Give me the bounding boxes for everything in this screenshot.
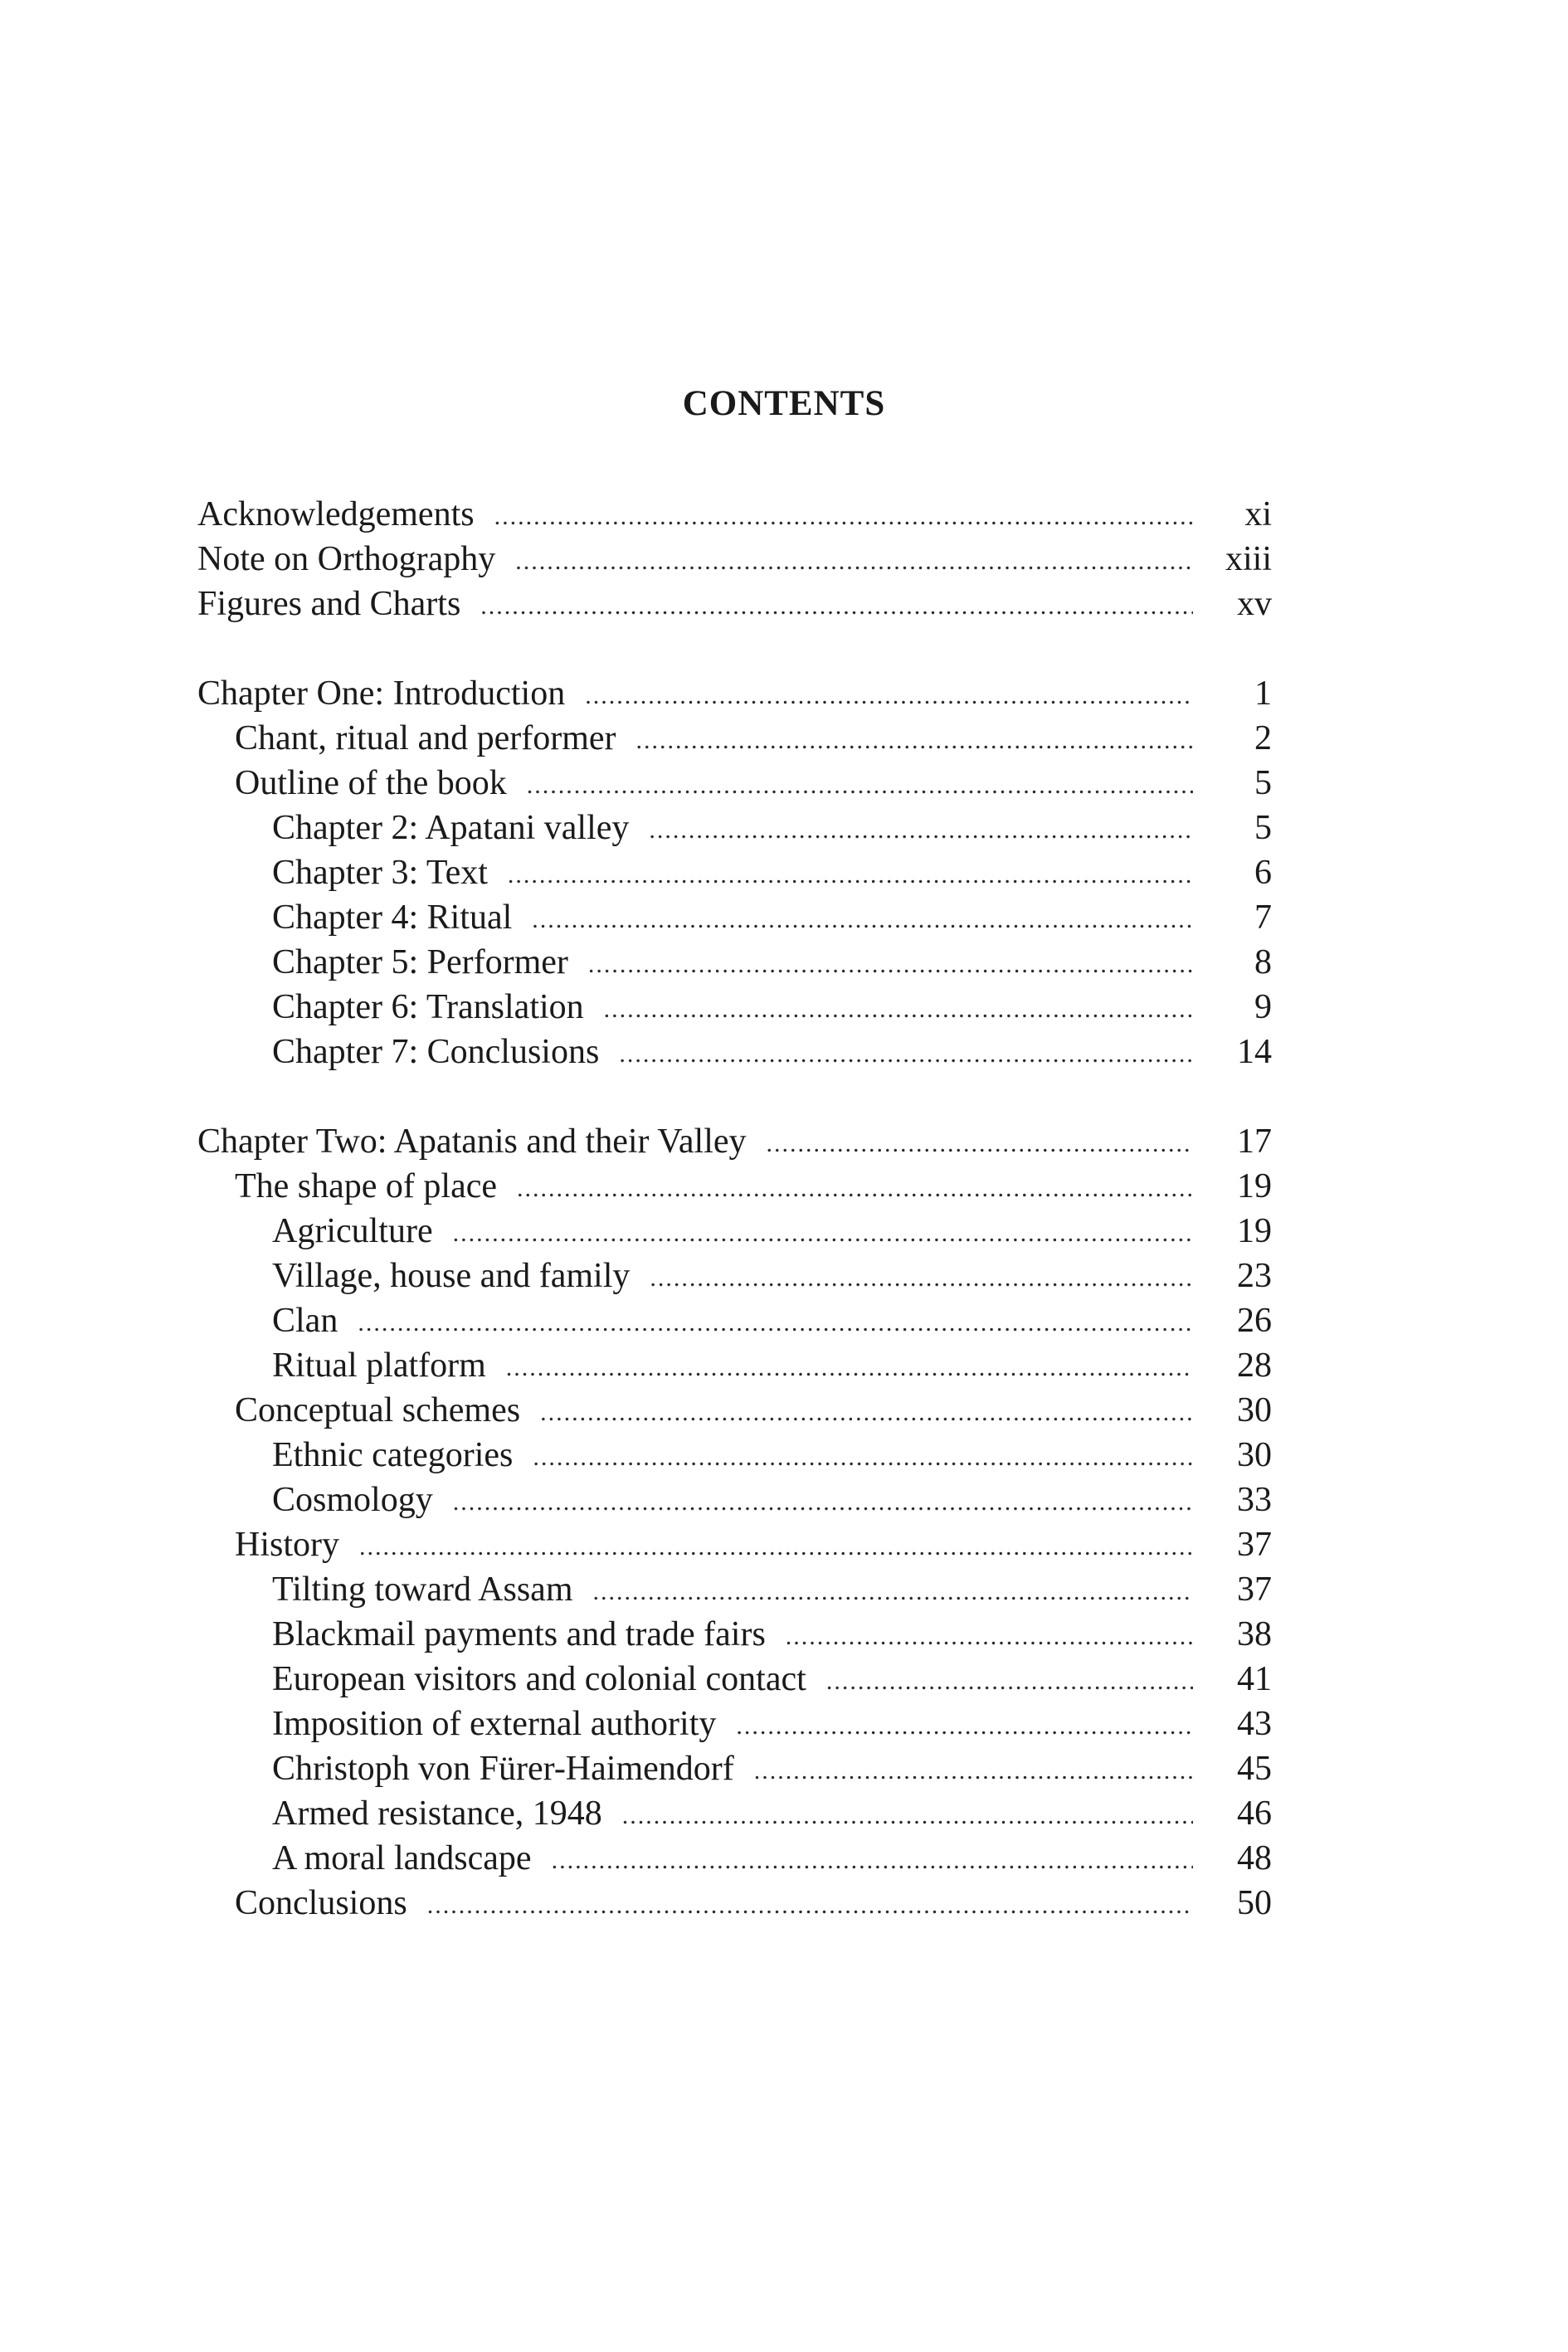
toc-entry-page-number: 28 xyxy=(1237,1346,1272,1385)
toc-entry[interactable] xyxy=(197,895,1272,940)
toc-entry-title: Ritual platform xyxy=(272,1346,486,1385)
toc-entry-title: Chapter Two: Apatanis and their Valley xyxy=(197,1122,747,1161)
toc-entry-title: The shape of place xyxy=(235,1167,498,1205)
toc-entry-page-number: xiii xyxy=(1225,540,1272,578)
toc-entry-title: Village, house and family xyxy=(272,1257,631,1295)
dot-leader xyxy=(508,850,1193,895)
toc-entry-title: Chapter 5: Performer xyxy=(272,943,568,981)
dot-leader xyxy=(593,1567,1194,1612)
toc-entry-title: History xyxy=(235,1526,339,1564)
toc-entry-title: Chapter One: Introduction xyxy=(197,674,566,713)
toc-entry[interactable] xyxy=(197,985,1272,1030)
dot-leader xyxy=(588,940,1193,985)
toc-entry-page-number: 5 xyxy=(1254,809,1272,847)
dot-leader xyxy=(636,716,1194,761)
toc-entry[interactable] xyxy=(197,1567,1272,1612)
toc-entry[interactable] xyxy=(197,850,1272,895)
toc-entry[interactable] xyxy=(197,1746,1272,1791)
dot-leader xyxy=(494,492,1193,537)
dot-leader xyxy=(540,1388,1193,1433)
toc-entry-title: Figures and Charts xyxy=(197,585,461,623)
toc-entry-title: Tilting toward Assam xyxy=(272,1570,573,1609)
dot-leader xyxy=(585,671,1193,716)
dot-leader xyxy=(527,761,1193,806)
toc-entry-page-number: 6 xyxy=(1254,854,1272,892)
toc-entry[interactable] xyxy=(197,1343,1272,1388)
toc-entry-page-number: 48 xyxy=(1237,1839,1272,1877)
toc-entry-page-number: 46 xyxy=(1237,1794,1272,1833)
dot-leader xyxy=(480,582,1193,626)
toc-entry[interactable] xyxy=(197,1522,1272,1567)
toc-entry[interactable] xyxy=(197,1836,1272,1881)
dot-leader xyxy=(506,1343,1193,1388)
toc-entry-page-number: 19 xyxy=(1237,1167,1272,1205)
toc-entry[interactable] xyxy=(197,716,1272,761)
dot-leader xyxy=(359,1522,1193,1567)
toc-entry-title: Armed resistance, 1948 xyxy=(272,1794,602,1833)
dot-leader xyxy=(515,537,1193,582)
toc-entry-page-number: 5 xyxy=(1254,764,1272,802)
dot-leader xyxy=(604,985,1193,1030)
toc-entry-title: Conclusions xyxy=(235,1884,407,1922)
toc-entry-title: Acknowledgements xyxy=(197,495,475,533)
toc-entry-page-number: 43 xyxy=(1237,1705,1272,1743)
dot-leader xyxy=(754,1746,1193,1791)
toc-entry[interactable] xyxy=(197,582,1272,626)
toc-entry-page-number: 1 xyxy=(1254,674,1272,713)
toc-entry-page-number: 17 xyxy=(1237,1122,1272,1161)
dot-leader xyxy=(767,1119,1193,1164)
toc-entry-page-number: 2 xyxy=(1254,719,1272,757)
toc-entry[interactable] xyxy=(197,1478,1272,1522)
toc-entry[interactable] xyxy=(197,1791,1272,1836)
toc-entry[interactable] xyxy=(197,1164,1272,1209)
toc-entry[interactable] xyxy=(197,761,1272,806)
toc-entry[interactable] xyxy=(197,1657,1272,1702)
toc-entry[interactable] xyxy=(197,537,1272,582)
toc-entry[interactable] xyxy=(197,671,1272,716)
toc-entry-title: Conceptual schemes xyxy=(235,1391,521,1429)
toc-entry[interactable] xyxy=(197,1298,1272,1343)
toc-entry-title: Clan xyxy=(272,1302,338,1340)
toc-entry-page-number: 38 xyxy=(1237,1615,1272,1653)
toc-entry-title: Note on Orthography xyxy=(197,540,496,578)
toc-entry-title: Chapter 4: Ritual xyxy=(272,898,513,937)
toc-entry-title: Blackmail payments and trade fairs xyxy=(272,1615,766,1653)
toc-entry-title: A moral landscape xyxy=(272,1839,532,1877)
toc-entry[interactable] xyxy=(197,1030,1272,1074)
toc-entry[interactable] xyxy=(197,806,1272,850)
dot-leader xyxy=(619,1030,1193,1074)
toc-entry-page-number: 14 xyxy=(1237,1033,1272,1071)
dot-leader xyxy=(427,1881,1193,1926)
dot-leader xyxy=(552,1836,1193,1881)
toc-entry-title: Agriculture xyxy=(272,1212,433,1250)
toc-entry[interactable] xyxy=(197,1388,1272,1433)
dot-leader xyxy=(532,895,1193,940)
toc-entry[interactable] xyxy=(197,1433,1272,1478)
toc-entry-title: Outline of the book xyxy=(235,764,507,802)
toc-entry-page-number: 50 xyxy=(1237,1884,1272,1922)
toc-entry-title: Christoph von Fürer-Haimendorf xyxy=(272,1750,734,1788)
dot-leader xyxy=(453,1209,1193,1254)
toc-entry-title: Cosmology xyxy=(272,1481,433,1519)
toc-entry-page-number: 45 xyxy=(1237,1750,1272,1788)
dot-leader xyxy=(533,1433,1193,1478)
toc-entry-page-number: xv xyxy=(1237,585,1272,623)
toc-entry-title: Chapter 2: Apatani valley xyxy=(272,809,630,847)
toc-entry[interactable] xyxy=(197,1254,1272,1298)
dot-leader xyxy=(622,1791,1193,1836)
toc-entry-page-number: 8 xyxy=(1254,943,1272,981)
toc-entry-page-number: 33 xyxy=(1237,1481,1272,1519)
toc-entry-title: Chant, ritual and performer xyxy=(235,719,616,757)
toc-entry[interactable] xyxy=(197,1702,1272,1746)
toc-entry-title: Ethnic categories xyxy=(272,1436,514,1474)
dot-leader xyxy=(453,1478,1193,1522)
page-title: CONTENTS xyxy=(682,383,886,423)
dot-leader xyxy=(358,1298,1193,1343)
toc-entry-page-number: 19 xyxy=(1237,1212,1272,1250)
toc-entry-page-number: 30 xyxy=(1237,1436,1272,1474)
table-of-contents xyxy=(197,492,1272,1926)
toc-entry-page-number: 41 xyxy=(1237,1660,1272,1698)
toc-entry-page-number: 26 xyxy=(1237,1302,1272,1340)
toc-entry-title: European visitors and colonial contact xyxy=(272,1660,806,1698)
toc-entry-title: Chapter 6: Translation xyxy=(272,988,584,1026)
dot-leader xyxy=(786,1612,1193,1657)
toc-entry[interactable] xyxy=(197,940,1272,985)
toc-entry-page-number: 9 xyxy=(1254,988,1272,1026)
toc-entry-page-number: 37 xyxy=(1237,1526,1272,1564)
dot-leader xyxy=(826,1657,1193,1702)
toc-entry-page-number: 7 xyxy=(1254,898,1272,937)
toc-entry-page-number: 30 xyxy=(1237,1391,1272,1429)
toc-entry[interactable] xyxy=(197,1612,1272,1657)
toc-entry-title: Chapter 3: Text xyxy=(272,854,488,892)
dot-leader xyxy=(650,1254,1193,1298)
toc-entry-page-number: xi xyxy=(1244,495,1272,533)
dot-leader xyxy=(517,1164,1193,1209)
dot-leader xyxy=(736,1702,1193,1746)
toc-entry-title: Imposition of external authority xyxy=(272,1705,717,1743)
toc-entry[interactable] xyxy=(197,1209,1272,1254)
toc-entry-page-number: 37 xyxy=(1237,1570,1272,1609)
dot-leader xyxy=(649,806,1193,850)
toc-entry[interactable] xyxy=(197,1119,1272,1164)
toc-entry-page-number: 23 xyxy=(1237,1257,1272,1295)
toc-entry-title: Chapter 7: Conclusions xyxy=(272,1033,600,1071)
toc-entry[interactable] xyxy=(197,492,1272,537)
toc-entry[interactable] xyxy=(197,1881,1272,1926)
